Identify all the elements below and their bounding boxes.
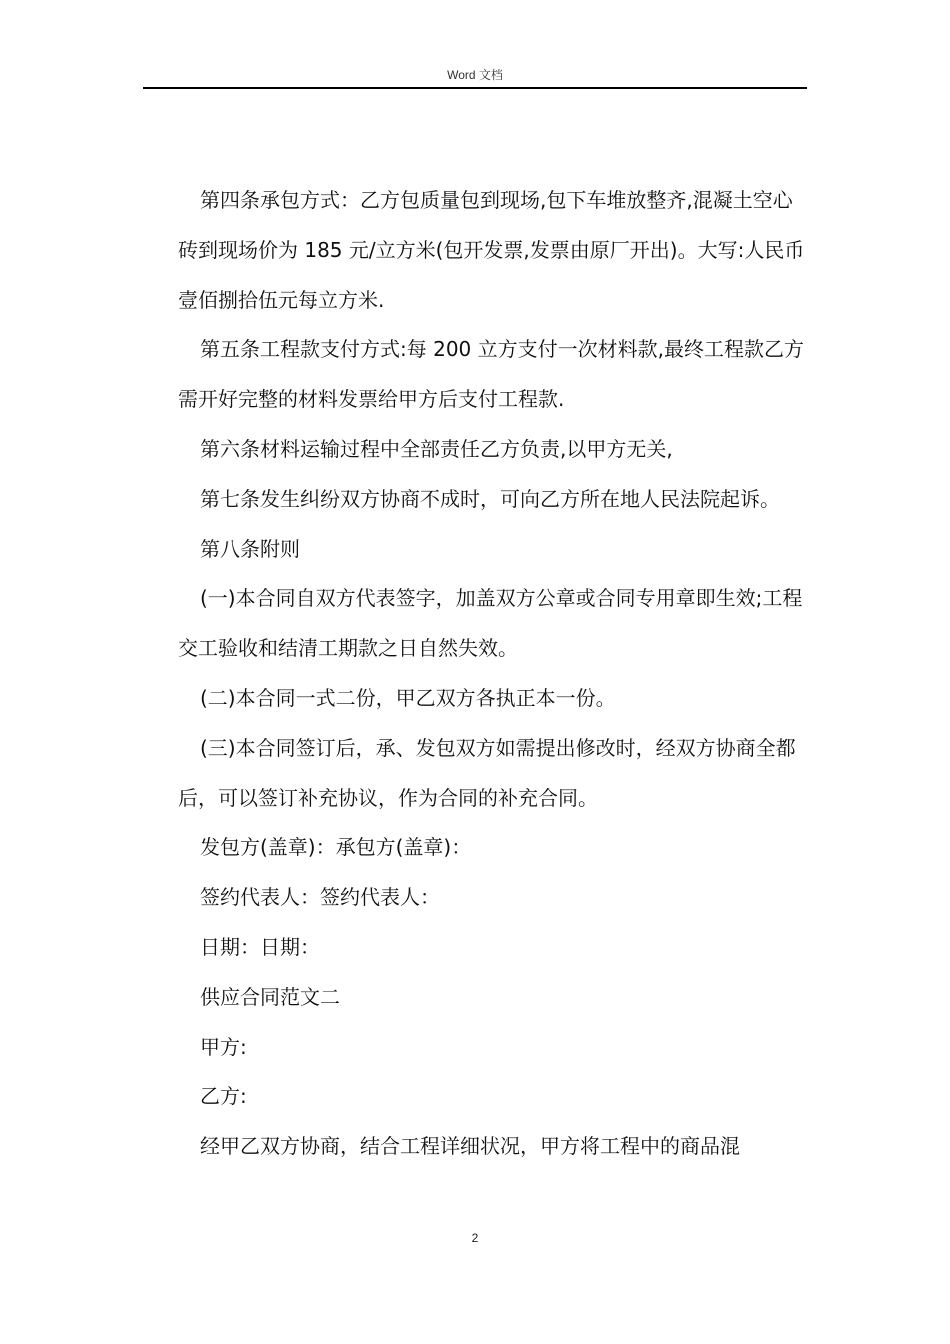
clause-8-item-3: (三)本合同签订后，承、发包双方如需提出修改时，经双方协商全都后，可以签订补充协议，作为合同的补充合同。: [178, 735, 796, 810]
clause-8-heading: 第八条附则: [200, 536, 300, 561]
signature-parties-line: 发包方(盖章)：承包方(盖章)：: [200, 835, 472, 860]
header-divider: [143, 87, 807, 89]
clause-4-payment-method: 第四条承包方式：乙方包质量包到现场,包下车堆放整齐,混凝土空心砖到现场价为 185 元/立方米(包开发票,发票由原厂开出)。大写:人民币壹佰捌拾伍元每立方米.: [178, 188, 805, 312]
party-b-line: 乙方:: [200, 1084, 247, 1109]
page-number: 2: [471, 1231, 479, 1245]
party-a-line: 甲方:: [200, 1034, 247, 1059]
clause-8-item-2: (二)本合同一式二份，甲乙双方各执正本一份。: [200, 685, 616, 710]
section-title-contract-2: 供应合同范文二: [200, 984, 340, 1009]
page-header-title: Word 文档: [447, 68, 503, 82]
signature-date-line: 日期：日期：: [200, 934, 320, 959]
clause-8-item-1: (一)本合同自双方代表签字，加盖双方公章或合同专用章即生效;工程交工验收和结清工期款之日自然失效。: [178, 586, 803, 661]
clause-7-dispute: 第七条发生纠纷双方协商不成时，可向乙方所在地人民法院起诉。: [200, 486, 780, 511]
clause-6-transport-responsibility: 第六条材料运输过程中全部责任乙方负责,以甲方无关,: [200, 436, 673, 461]
document-body: [178, 176, 808, 1172]
contract-2-intro: 经甲乙双方协商，结合工程详细状况，甲方将工程中的商品混: [200, 1134, 740, 1159]
signature-representatives-line: 签约代表人：签约代表人：: [200, 885, 440, 910]
clause-5-payment-terms: 第五条工程款支付方式:每 200 立方支付一次材料款,最终工程款乙方需开好完整的材料发票给甲方后支付工程款.: [178, 337, 804, 412]
